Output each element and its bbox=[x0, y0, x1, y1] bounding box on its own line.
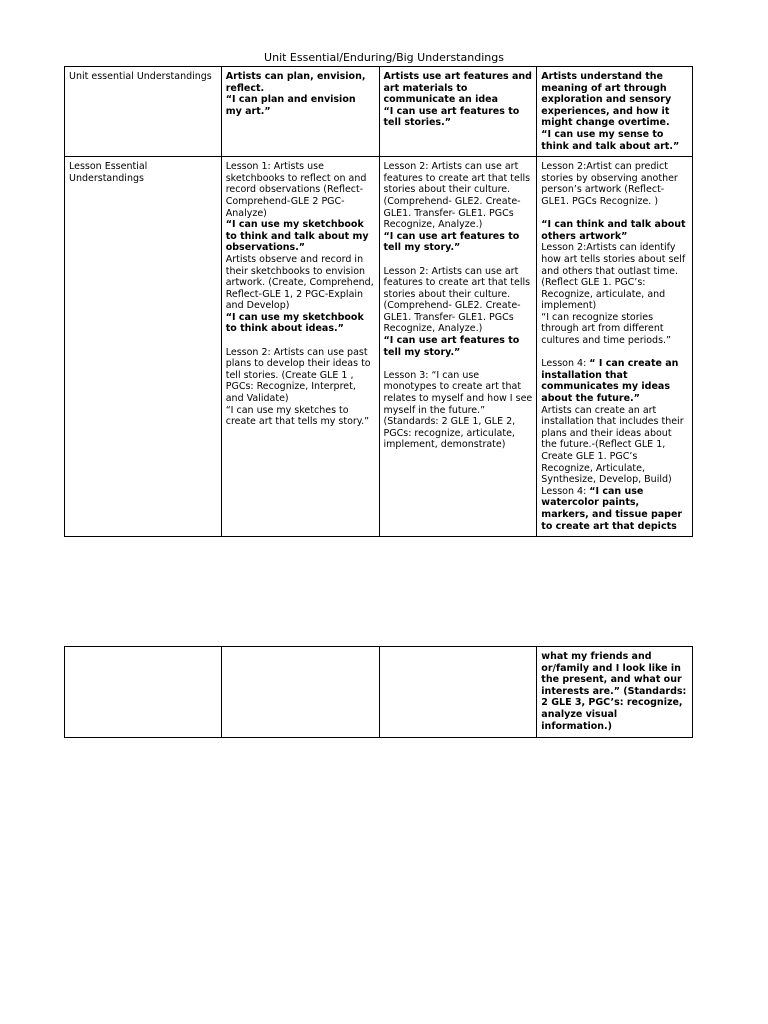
unit-statement: Artists can plan, envision, reflect. bbox=[225, 71, 366, 94]
lesson-text: Lesson 2:Artists can identify how art tells stories about self and others that outlast time. (Reflect GLE 1. PGC’s: Recognize, articulate, and implement) bbox=[541, 242, 686, 312]
lesson-quote: “I can use my sketches to create art that tells my story.” bbox=[225, 404, 370, 428]
lesson-quote: “I can use my sketchbook to think and talk about my observations.” bbox=[225, 219, 369, 254]
lesson-understandings-row bbox=[65, 157, 693, 537]
lesson-text: Lesson 2: Artists can use art features to create art that tells stories about their culture. (Comprehend- GLE2. Create-GLE1. Transfer- GLE1. PGCs Recognize, Analyze.) bbox=[383, 161, 531, 231]
row-label-cell bbox=[65, 67, 222, 157]
lesson-text: Lesson 1: Artists use sketchbooks to reflect on and record observations (Reflect-Comprehend-GLE 2 PGC-Analyze) bbox=[225, 161, 367, 219]
unit-understandings-row bbox=[65, 67, 693, 157]
lesson-quote: “I can think and talk about others artwork” bbox=[541, 219, 686, 242]
lesson-quote: “I can use art features to tell my story.” bbox=[383, 335, 520, 358]
unit-cell bbox=[221, 67, 379, 157]
unit-quote: “I can plan and envision my art.” bbox=[225, 94, 356, 117]
continuation-table bbox=[64, 646, 693, 738]
unit-quote: “I can use my sense to think and talk about art.” bbox=[541, 128, 680, 152]
lesson-prefix: Lesson 4: bbox=[541, 485, 590, 497]
lesson-quote: “I can use watercolor paints, markers, and tissue paper to create art that depicts bbox=[541, 485, 683, 532]
lesson-cell bbox=[537, 157, 693, 537]
empty-cell bbox=[65, 647, 222, 738]
row-label-cell bbox=[65, 157, 222, 537]
lesson-text: Lesson 2:Artist can predict stories by observing another person’s artwork (Reflect-GLE1. PGCs Recognize. ) bbox=[541, 161, 678, 207]
empty-cell bbox=[379, 647, 537, 738]
lesson-quote: “I can use my sketchbook to think about ideas.” bbox=[225, 311, 364, 335]
lesson-entry bbox=[541, 358, 688, 404]
understandings-table bbox=[64, 66, 693, 537]
lesson-quote: “I can recognize stories through art from different cultures and time periods.” bbox=[541, 311, 671, 347]
lesson-prefix: Lesson 4: bbox=[541, 358, 590, 370]
lesson-quote: “ I can create an installation that communicates my ideas about the future.” bbox=[541, 358, 679, 405]
unit-cell bbox=[537, 67, 693, 157]
lesson-cell bbox=[379, 157, 537, 537]
lesson-text: Lesson 3: “I can use monotypes to create art that relates to myself and how I see myself in the future.” (Standards: 2 GLE 1, GLE 2, PGCs: recognize, articulate, implement, demonstrate) bbox=[383, 369, 533, 451]
row-label: Lesson Essential Understandings bbox=[69, 161, 148, 184]
unit-quote: “I can use art features to tell stories.” bbox=[383, 105, 520, 129]
lesson-text: Artists observe and record in their sketchbooks to envision artwork. (Create, Comprehend, Reflect-GLE 1, 2 PGC-Explain and Develop) bbox=[225, 253, 374, 312]
lesson-quote-continued: what my friends and or/family and I look like in the present, and what our interests are.” (Standards: 2 GLE 3, PGC’s: recognize, analyze visual information.) bbox=[541, 651, 687, 732]
unit-cell bbox=[379, 67, 537, 157]
lesson-text: Lesson 2: Artists can use past plans to develop their ideas to tell stories. (Create GLE 1 , PGCs: Recognize, Interpret, and Validate) bbox=[225, 346, 371, 405]
lesson-quote: “I can use art features to tell my story.” bbox=[383, 230, 520, 254]
document-title: Unit Essential/Enduring/Big Understandings bbox=[264, 51, 504, 64]
lesson-cell bbox=[221, 157, 379, 537]
lesson-entry bbox=[541, 486, 688, 532]
unit-statement: Artists understand the meaning of art through exploration and sensory experiences, and how it might change overtime. bbox=[541, 71, 672, 129]
unit-statement: Artists use art features and art materials to communicate an idea bbox=[383, 71, 532, 106]
empty-cell bbox=[221, 647, 379, 738]
continuation-row bbox=[65, 647, 693, 738]
lesson-text: Artists can create an art installation that includes their plans and their ideas about the future.-(Reflect GLE 1, Create GLE 1. PGC’s Recognize, Articulate, Synthesize, Develop, Build) bbox=[541, 404, 684, 486]
lesson-text: Lesson 2: Artists can use art features to create art that tells stories about their culture. (Comprehend- GLE2. Create-GLE1. Transfer- GLE1. PGCs Recognize, Analyze.) bbox=[383, 265, 531, 335]
row-label: Unit essential Understandings bbox=[69, 71, 212, 82]
continuation-cell bbox=[537, 647, 693, 738]
